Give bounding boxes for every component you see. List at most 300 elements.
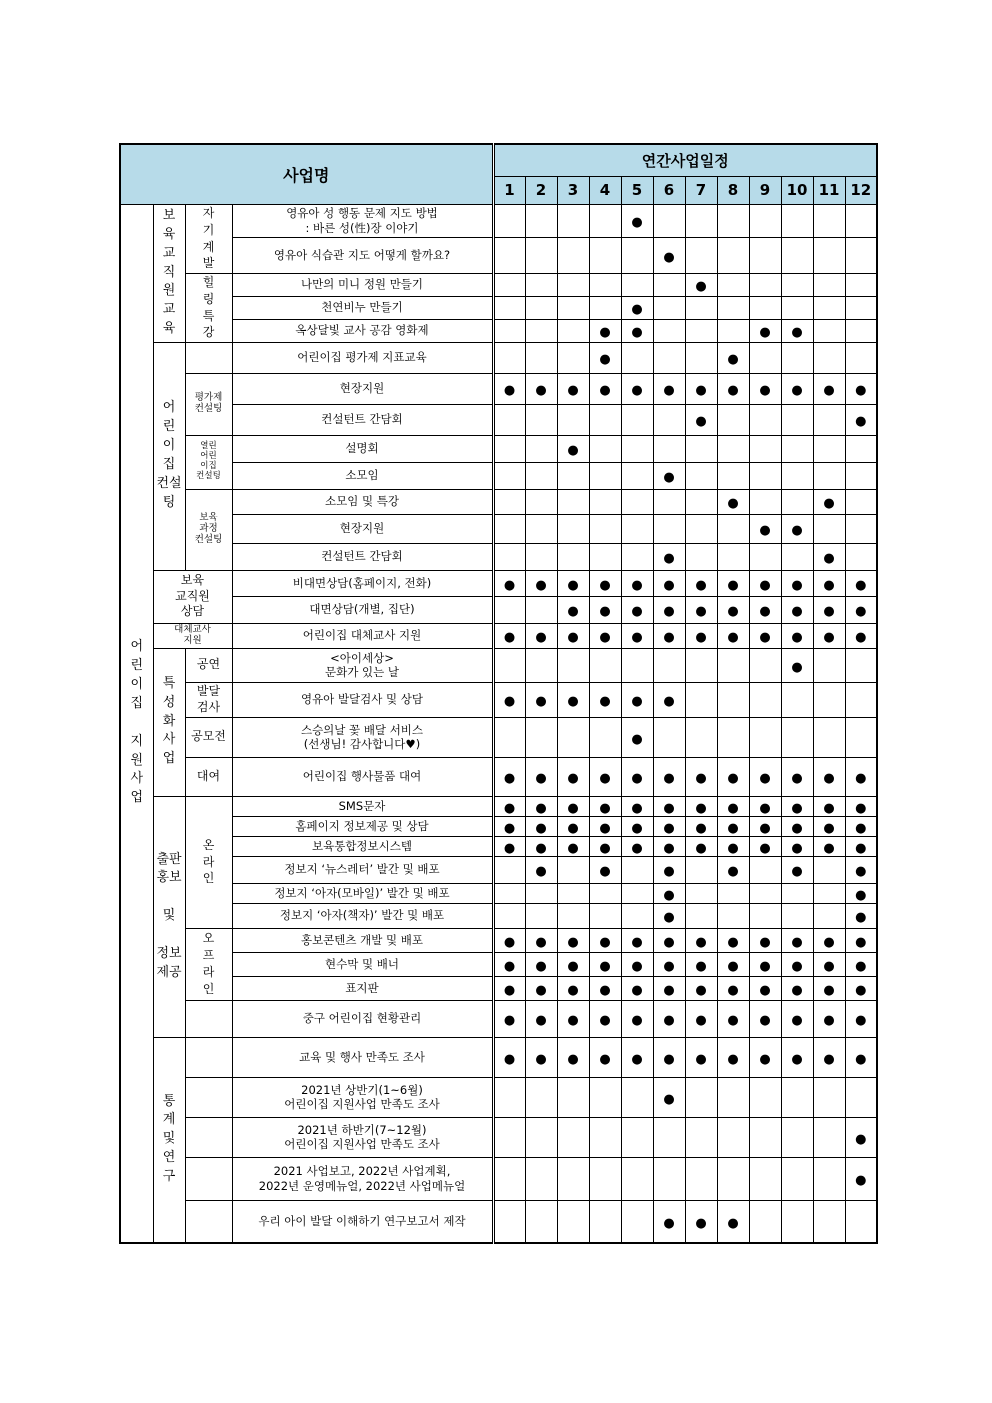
month-cell	[493, 648, 525, 682]
item-name: 보육통합정보시스템	[232, 836, 493, 856]
month-cell	[525, 883, 557, 903]
scheduled-dot: ●	[535, 630, 547, 645]
month-cell	[749, 1200, 781, 1243]
month-cell	[845, 1117, 877, 1157]
month-cell	[653, 489, 685, 514]
scheduled-dot: ●	[727, 934, 739, 950]
month-cell	[621, 952, 653, 976]
month-cell	[781, 903, 813, 928]
scheduled-dot: ●	[695, 383, 707, 398]
scheduled-dot: ●	[535, 383, 547, 398]
month-cell	[781, 1077, 813, 1117]
month-cell	[717, 462, 749, 489]
group-staff-counseling: 보육 교직원 상담	[153, 570, 232, 623]
month-cell	[493, 856, 525, 883]
item-name: 옥상달빛 교사 공감 영화제	[232, 319, 493, 342]
month-cell	[685, 1000, 717, 1037]
month-cell	[525, 273, 557, 296]
month-cell	[589, 204, 621, 237]
month-cell	[493, 717, 525, 757]
month-cell	[749, 1157, 781, 1200]
month-header: 6	[653, 176, 685, 204]
month-cell	[493, 1117, 525, 1157]
scheduled-dot: ●	[535, 982, 547, 998]
month-cell	[781, 435, 813, 462]
scheduled-dot: ●	[855, 1131, 867, 1147]
month-cell	[845, 1000, 877, 1037]
month-cell	[557, 1200, 589, 1243]
month-cell	[653, 757, 685, 796]
scheduled-dot: ●	[503, 1013, 516, 1028]
month-cell	[813, 1117, 845, 1157]
scheduled-dot: ●	[663, 577, 675, 593]
month-cell	[845, 757, 877, 796]
month-cell	[525, 342, 557, 373]
month-cell	[653, 836, 685, 856]
month-cell	[621, 373, 653, 404]
month-cell	[685, 373, 717, 404]
scheduled-dot: ●	[791, 325, 803, 340]
scheduled-dot: ●	[663, 934, 675, 950]
month-cell	[717, 883, 749, 903]
month-cell	[621, 623, 653, 648]
group-substitute-teacher: 대체교사 지원	[153, 623, 232, 648]
month-cell	[685, 648, 717, 682]
item-name: 나만의 미니 정원 만들기	[232, 273, 493, 296]
scheduled-dot: ●	[855, 934, 867, 950]
month-cell	[653, 1037, 685, 1077]
month-cell	[589, 435, 621, 462]
month-cell	[813, 273, 845, 296]
month-cell	[653, 816, 685, 836]
month-cell	[749, 952, 781, 976]
month-cell	[813, 1157, 845, 1200]
scheduled-dot: ●	[663, 249, 675, 265]
month-cell	[717, 856, 749, 883]
month-cell	[589, 952, 621, 976]
month-cell	[653, 404, 685, 435]
month-cell	[525, 1157, 557, 1200]
scheduled-dot: ●	[663, 910, 675, 925]
month-cell	[653, 296, 685, 319]
item-name: 표지판	[232, 976, 493, 1000]
sub-development-test: 발달 검사	[185, 682, 232, 717]
month-cell	[717, 757, 749, 796]
scheduled-dot: ●	[695, 958, 707, 974]
month-header: 3	[557, 176, 589, 204]
scheduled-dot: ●	[695, 1051, 707, 1067]
month-cell	[685, 273, 717, 296]
month-cell	[813, 237, 845, 273]
scheduled-dot: ●	[823, 604, 835, 619]
month-cell	[813, 952, 845, 976]
scheduled-dot: ●	[823, 840, 835, 856]
month-cell	[589, 1000, 621, 1037]
month-cell	[557, 273, 589, 296]
month-cell	[813, 836, 845, 856]
scheduled-dot: ●	[855, 630, 867, 645]
month-cell	[685, 489, 717, 514]
month-cell	[589, 1200, 621, 1243]
scheduled-dot: ●	[695, 820, 707, 836]
scheduled-dot: ●	[855, 864, 867, 879]
month-cell	[781, 1000, 813, 1037]
month-cell	[781, 373, 813, 404]
month-cell	[685, 342, 717, 373]
scheduled-dot: ●	[695, 982, 707, 998]
scheduled-dot: ●	[855, 958, 867, 974]
month-cell	[589, 319, 621, 342]
scheduled-dot: ●	[535, 694, 547, 709]
month-cell	[493, 373, 525, 404]
item-name: 설명회	[232, 435, 493, 462]
scheduled-dot: ●	[791, 864, 803, 879]
scheduled-dot: ●	[567, 771, 579, 786]
month-cell	[845, 883, 877, 903]
month-cell	[653, 462, 685, 489]
month-cell	[685, 1117, 717, 1157]
month-cell	[493, 836, 525, 856]
month-cell	[749, 342, 781, 373]
scheduled-dot: ●	[663, 771, 675, 786]
month-cell	[781, 623, 813, 648]
scheduled-dot: ●	[663, 604, 675, 619]
item-name: 우리 아이 발달 이해하기 연구보고서 제작	[232, 1200, 493, 1243]
month-cell	[493, 928, 525, 952]
scheduled-dot: ●	[727, 577, 739, 593]
scheduled-dot: ●	[823, 1013, 835, 1028]
month-cell	[525, 648, 557, 682]
month-cell	[717, 319, 749, 342]
month-cell	[653, 1000, 685, 1037]
month-cell	[557, 856, 589, 883]
scheduled-dot: ●	[599, 820, 611, 836]
month-cell	[525, 1077, 557, 1117]
scheduled-dot: ●	[855, 577, 867, 593]
month-cell	[749, 237, 781, 273]
month-cell	[653, 342, 685, 373]
month-cell	[525, 570, 557, 596]
item-name: 컨설턴트 간담회	[232, 543, 493, 570]
scheduled-dot: ●	[791, 383, 803, 398]
month-cell	[557, 319, 589, 342]
scheduled-dot: ●	[599, 800, 611, 816]
scheduled-dot: ●	[663, 820, 675, 836]
month-cell	[653, 928, 685, 952]
month-cell	[749, 796, 781, 816]
scheduled-dot: ●	[503, 982, 516, 998]
scheduled-dot: ●	[567, 982, 579, 998]
month-cell	[685, 296, 717, 319]
scheduled-dot: ●	[503, 630, 516, 645]
month-cell	[717, 682, 749, 717]
month-cell	[685, 903, 717, 928]
scheduled-dot: ●	[663, 840, 675, 856]
scheduled-dot: ●	[791, 1013, 803, 1028]
month-cell	[589, 928, 621, 952]
scheduled-dot: ●	[855, 771, 867, 786]
month-cell	[717, 648, 749, 682]
scheduled-dot: ●	[535, 820, 547, 836]
month-cell	[749, 717, 781, 757]
month-cell	[493, 816, 525, 836]
item-name: 정보지 ‘아자(모바일)’ 발간 및 배포	[232, 883, 493, 903]
month-cell	[685, 404, 717, 435]
month-cell	[845, 462, 877, 489]
scheduled-dot: ●	[503, 958, 516, 974]
scheduled-dot: ●	[727, 496, 739, 511]
scheduled-dot: ●	[855, 1173, 867, 1188]
month-cell	[653, 796, 685, 816]
month-cell	[525, 836, 557, 856]
month-cell	[845, 623, 877, 648]
sub-blank	[185, 1077, 232, 1117]
month-cell	[589, 796, 621, 816]
month-cell	[845, 435, 877, 462]
month-cell	[525, 856, 557, 883]
month-cell	[493, 1077, 525, 1117]
month-cell	[621, 903, 653, 928]
month-cell	[621, 404, 653, 435]
month-cell	[813, 682, 845, 717]
scheduled-dot: ●	[759, 383, 771, 398]
scheduled-dot: ●	[823, 958, 835, 974]
month-cell	[749, 1000, 781, 1037]
month-cell	[621, 648, 653, 682]
month-cell	[557, 717, 589, 757]
scheduled-dot: ●	[695, 934, 707, 950]
month-cell	[717, 717, 749, 757]
month-cell	[813, 489, 845, 514]
item-name: 비대면상담(홈페이지, 전화)	[232, 570, 493, 596]
month-cell	[493, 489, 525, 514]
scheduled-dot: ●	[791, 800, 803, 816]
month-cell	[589, 296, 621, 319]
month-cell	[653, 1157, 685, 1200]
month-cell	[685, 237, 717, 273]
month-cell	[845, 543, 877, 570]
month-cell	[717, 342, 749, 373]
scheduled-dot: ●	[855, 800, 867, 816]
scheduled-dot: ●	[727, 864, 739, 879]
scheduled-dot: ●	[567, 934, 579, 950]
month-cell	[813, 1077, 845, 1117]
month-cell	[653, 543, 685, 570]
month-cell	[749, 623, 781, 648]
item-name: 컨설턴트 간담회	[232, 404, 493, 435]
month-cell	[845, 596, 877, 623]
sub-offline: 오 프 라 인	[185, 928, 232, 1000]
month-cell	[589, 623, 621, 648]
month-cell	[653, 319, 685, 342]
month-cell	[813, 514, 845, 543]
month-cell	[653, 648, 685, 682]
month-cell	[685, 952, 717, 976]
month-cell	[589, 1157, 621, 1200]
scheduled-dot: ●	[535, 864, 547, 879]
scheduled-dot: ●	[631, 302, 643, 317]
month-cell	[781, 489, 813, 514]
month-cell	[813, 1200, 845, 1243]
sub-open-daycare-consulting: 열린 어린 이집 컨설팅	[185, 435, 232, 489]
month-cell	[717, 237, 749, 273]
month-cell	[813, 435, 845, 462]
month-cell	[525, 514, 557, 543]
scheduled-dot: ●	[663, 383, 675, 398]
scheduled-dot: ●	[631, 958, 643, 974]
month-cell	[525, 952, 557, 976]
month-cell	[685, 543, 717, 570]
month-cell	[525, 796, 557, 816]
scheduled-dot: ●	[823, 1051, 835, 1067]
scheduled-dot: ●	[791, 523, 803, 538]
month-cell	[493, 319, 525, 342]
scheduled-dot: ●	[823, 820, 835, 836]
scheduled-dot: ●	[695, 577, 707, 593]
month-cell	[653, 435, 685, 462]
month-cell	[685, 1037, 717, 1077]
month-cell	[557, 1000, 589, 1037]
month-cell	[717, 204, 749, 237]
month-cell	[685, 1077, 717, 1117]
scheduled-dot: ●	[791, 958, 803, 974]
month-cell	[685, 976, 717, 1000]
month-cell	[653, 976, 685, 1000]
item-name: 교육 및 행사 만족도 조사	[232, 1037, 493, 1077]
scheduled-dot: ●	[695, 800, 707, 816]
scheduled-dot: ●	[759, 771, 771, 786]
month-cell	[525, 757, 557, 796]
item-name: 영유아 식습관 지도 어떻게 할까요?	[232, 237, 493, 273]
month-cell	[845, 1037, 877, 1077]
month-cell	[621, 757, 653, 796]
scheduled-dot: ●	[631, 604, 643, 619]
month-cell	[685, 928, 717, 952]
scheduled-dot: ●	[599, 352, 611, 367]
sub-online: 온 라 인	[185, 796, 232, 928]
month-cell	[781, 1157, 813, 1200]
month-cell	[653, 1117, 685, 1157]
sub-blank	[185, 1117, 232, 1157]
month-cell	[685, 462, 717, 489]
month-cell	[781, 404, 813, 435]
month-cell	[525, 462, 557, 489]
scheduled-dot: ●	[727, 1051, 739, 1067]
month-cell	[781, 342, 813, 373]
month-cell	[781, 514, 813, 543]
month-cell	[717, 1077, 749, 1117]
scheduled-dot: ●	[791, 771, 803, 786]
month-cell	[557, 373, 589, 404]
month-cell	[557, 404, 589, 435]
month-cell	[749, 1077, 781, 1117]
scheduled-dot: ●	[823, 383, 835, 398]
month-cell	[749, 976, 781, 1000]
scheduled-dot: ●	[759, 840, 771, 856]
scheduled-dot: ●	[791, 840, 803, 856]
month-cell	[685, 623, 717, 648]
group-daycare-support: 어 린 이 집 지 원 사 업	[120, 204, 153, 1243]
month-cell	[621, 342, 653, 373]
month-cell	[845, 976, 877, 1000]
scheduled-dot: ●	[503, 577, 516, 593]
month-cell	[749, 648, 781, 682]
month-cell	[653, 717, 685, 757]
month-cell	[845, 682, 877, 717]
month-cell	[557, 682, 589, 717]
scheduled-dot: ●	[503, 771, 516, 786]
group-staff-education: 보 육 교 직 원 교 육	[153, 204, 185, 342]
scheduled-dot: ●	[535, 800, 547, 816]
month-cell	[493, 976, 525, 1000]
month-cell	[749, 816, 781, 836]
month-cell	[589, 543, 621, 570]
item-name: 영유아 성 행동 문제 지도 방법 : 바른 성(性)장 이야기	[232, 204, 493, 237]
scheduled-dot: ●	[791, 982, 803, 998]
month-cell	[653, 903, 685, 928]
item-name: 정보지 ‘뉴스레터’ 발간 및 배포	[232, 856, 493, 883]
scheduled-dot: ●	[855, 982, 867, 998]
scheduled-dot: ●	[695, 414, 707, 429]
month-cell	[653, 952, 685, 976]
month-cell	[493, 757, 525, 796]
month-cell	[781, 1200, 813, 1243]
month-cell	[781, 319, 813, 342]
scheduled-dot: ●	[631, 577, 643, 593]
month-cell	[749, 404, 781, 435]
scheduled-dot: ●	[727, 1013, 739, 1028]
sub-blank	[185, 1037, 232, 1077]
month-cell	[685, 204, 717, 237]
sub-self-development: 자 기 계 발	[185, 204, 232, 273]
month-cell	[685, 796, 717, 816]
month-cell	[557, 903, 589, 928]
scheduled-dot: ●	[823, 982, 835, 998]
scheduled-dot: ●	[567, 1013, 579, 1028]
scheduled-dot: ●	[823, 496, 835, 511]
month-cell	[589, 757, 621, 796]
scheduled-dot: ●	[631, 630, 643, 645]
month-cell	[845, 856, 877, 883]
month-header: 5	[621, 176, 653, 204]
month-cell	[621, 596, 653, 623]
month-cell	[525, 717, 557, 757]
month-header: 8	[717, 176, 749, 204]
month-cell	[749, 273, 781, 296]
month-cell	[717, 435, 749, 462]
month-cell	[493, 903, 525, 928]
scheduled-dot: ●	[567, 800, 579, 816]
month-header: 10	[781, 176, 813, 204]
scheduled-dot: ●	[855, 910, 867, 925]
scheduled-dot: ●	[855, 840, 867, 856]
month-cell	[557, 928, 589, 952]
month-cell	[749, 204, 781, 237]
month-cell	[813, 1000, 845, 1037]
month-cell	[781, 296, 813, 319]
month-cell	[557, 489, 589, 514]
month-cell	[621, 928, 653, 952]
month-cell	[845, 717, 877, 757]
month-cell	[813, 623, 845, 648]
month-cell	[557, 462, 589, 489]
scheduled-dot: ●	[663, 887, 675, 903]
group-statistics-research: 통 계 및 연 구	[153, 1037, 185, 1243]
scheduled-dot: ●	[759, 1013, 771, 1028]
month-cell	[845, 237, 877, 273]
month-cell	[493, 273, 525, 296]
month-cell	[557, 796, 589, 816]
